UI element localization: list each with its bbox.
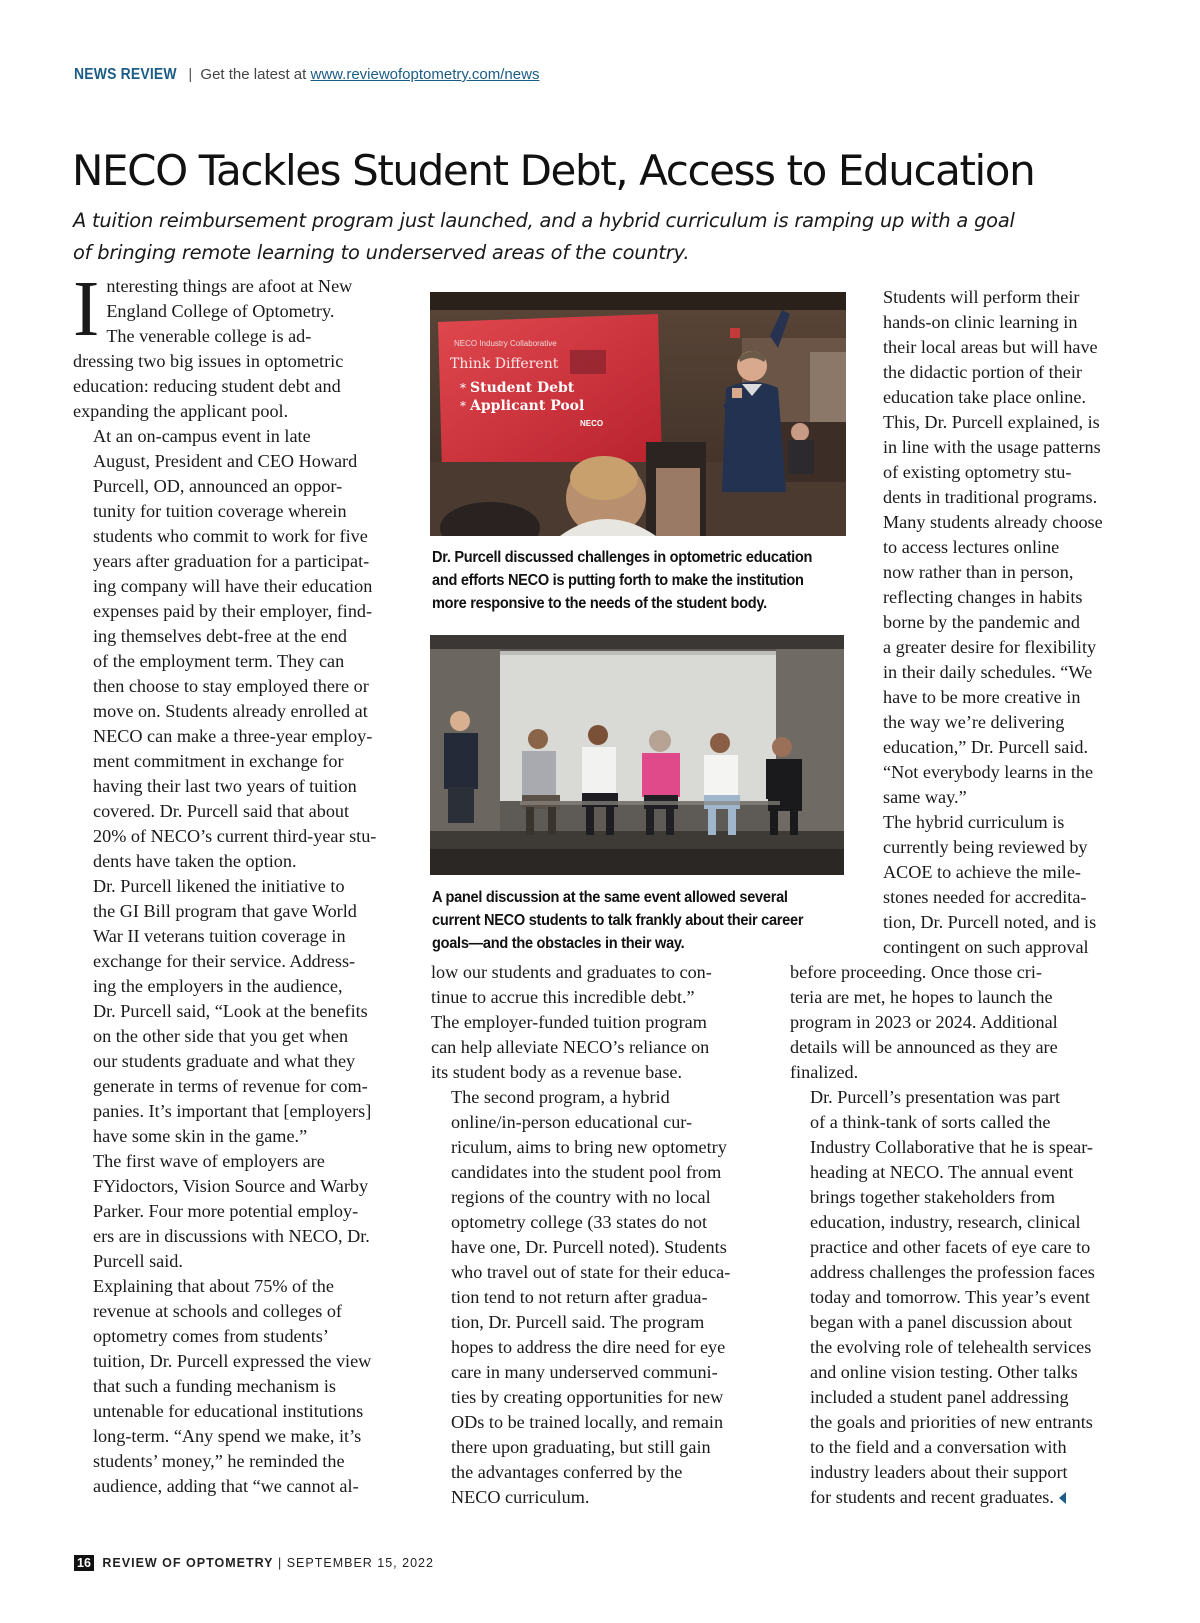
photo-panel bbox=[430, 635, 844, 875]
slide-bullet-1: Student Debt bbox=[470, 380, 575, 396]
text-line: ing the employers in the audience, bbox=[93, 976, 343, 996]
column-3-upper bbox=[863, 285, 1133, 960]
caption-2 bbox=[432, 886, 852, 955]
text-line: FYidoctors, Vision Source and Warby bbox=[93, 1176, 369, 1196]
col1-p2 bbox=[73, 424, 403, 874]
text-line: ing themselves debt-free at the end bbox=[93, 626, 348, 646]
text-line: their local areas but will have bbox=[883, 337, 1098, 357]
text-line: who travel out of state for their educa- bbox=[451, 1262, 731, 1282]
column-2 bbox=[431, 960, 767, 1510]
page-number: 16 bbox=[74, 1555, 94, 1571]
text-line: to access lectures online bbox=[883, 537, 1060, 557]
text-line: industry leaders about their support bbox=[810, 1462, 1068, 1482]
panel-illustration bbox=[430, 635, 844, 875]
text-line: the didactic portion of their bbox=[883, 362, 1082, 382]
text-line: practice and other facets of eye care to bbox=[810, 1237, 1091, 1257]
slide-small-text: NECO Industry Collaborative bbox=[454, 339, 557, 348]
text-line: War II veterans tuition coverage in bbox=[93, 926, 346, 946]
text-line: its student body as a revenue base. bbox=[431, 1062, 683, 1082]
caption-1 bbox=[432, 546, 852, 615]
text-line: ODs to be trained locally, and remain bbox=[451, 1412, 724, 1432]
deck-line: A tuition reimbursement program just launched, and a hybrid curriculum is ramping up with a goal bbox=[73, 209, 1015, 232]
section-header bbox=[74, 66, 539, 84]
text-line: for students and recent graduates. bbox=[790, 1485, 1130, 1510]
col2-p2 bbox=[431, 1085, 767, 1510]
text-line: exchange for their service. Address- bbox=[93, 951, 356, 971]
text-line: Many students already choose bbox=[883, 512, 1103, 532]
issue-date: SEPTEMBER 15, 2022 bbox=[286, 1556, 434, 1570]
text-line: August, President and CEO Howard bbox=[93, 451, 358, 471]
text-line: details will be announced as they are bbox=[790, 1037, 1058, 1057]
text-line: generate in terms of revenue for com- bbox=[93, 1076, 368, 1096]
text-line: education,” Dr. Purcell said. bbox=[883, 737, 1089, 757]
text-line: 20% of NECO’s current third-year stu- bbox=[93, 826, 377, 846]
text-line: contingent on such approval bbox=[883, 937, 1089, 957]
section-tag: NEWS REVIEW bbox=[74, 66, 177, 83]
text-line: finalized. bbox=[790, 1062, 859, 1082]
text-line: in line with the usage patterns bbox=[883, 437, 1101, 457]
page-footer bbox=[74, 1555, 434, 1571]
text-line: regions of the country with no local bbox=[451, 1187, 711, 1207]
text-line: on the other side that you get when bbox=[93, 1026, 349, 1046]
col3-p3 bbox=[790, 1085, 1130, 1510]
text-line: stones needed for accredita- bbox=[883, 887, 1087, 907]
text-line: the goals and priorities of new entrants bbox=[810, 1412, 1093, 1432]
article-title: NECO Tackles Student Debt, Access to Education bbox=[72, 146, 1035, 195]
text-line: and online vision testing. Other talks bbox=[810, 1362, 1078, 1382]
text-line: panies. It’s important that [employers] bbox=[93, 1101, 372, 1121]
drop-cap: I bbox=[73, 266, 100, 353]
text-line: having their last two years of tuition bbox=[93, 776, 357, 796]
text-line: low our students and graduates to con- bbox=[431, 962, 712, 982]
text-line: before proceeding. Once those cri- bbox=[790, 962, 1042, 982]
column-1 bbox=[73, 266, 403, 1499]
text-line: address challenges the profession faces bbox=[810, 1262, 1095, 1282]
text-line: our students graduate and what they bbox=[93, 1051, 356, 1071]
text-line: there upon graduating, but still gain bbox=[451, 1437, 711, 1457]
text-line: Dr. Purcell likened the initiative to bbox=[93, 876, 345, 896]
text-line: covered. Dr. Purcell said that about bbox=[93, 801, 350, 821]
text-line: the evolving role of telehealth services bbox=[810, 1337, 1092, 1357]
col1-p1 bbox=[73, 266, 403, 424]
text-line: brings together stakeholders from bbox=[810, 1187, 1055, 1207]
text-line: The second program, a hybrid bbox=[451, 1087, 670, 1107]
slide-bullet-2: Applicant Pool bbox=[470, 398, 585, 414]
text-line: tinue to accrue this incredible debt.” bbox=[431, 987, 695, 1007]
text-line: NECO curriculum. bbox=[451, 1487, 590, 1507]
text-line: education: reducing student debt and bbox=[73, 376, 341, 396]
caption-line: Dr. Purcell discussed challenges in optometric education bbox=[432, 549, 813, 566]
text-line: currently being reviewed by bbox=[883, 837, 1088, 857]
text-line: tion, Dr. Purcell said. The program bbox=[451, 1312, 705, 1332]
end-of-article-icon bbox=[1059, 1492, 1066, 1504]
col1-p4 bbox=[73, 1149, 403, 1274]
text-line: same way.” bbox=[883, 787, 967, 807]
text-line: then choose to stay employed there or bbox=[93, 676, 369, 696]
text-line: This, Dr. Purcell explained, is bbox=[883, 412, 1100, 432]
text-line: The employer-funded tuition program bbox=[431, 1012, 707, 1032]
footer-separator: | bbox=[277, 1556, 283, 1570]
text-line: have to be more creative in bbox=[883, 687, 1081, 707]
text-line: optometry college (33 states do not bbox=[451, 1212, 708, 1232]
text-line: reflecting changes in habits bbox=[883, 587, 1083, 607]
text-line: dressing two big issues in optometric bbox=[73, 351, 344, 371]
slide-title-text: Think Different bbox=[450, 356, 559, 372]
text-line: teria are met, he hopes to launch the bbox=[790, 987, 1053, 1007]
text-line: move on. Students already enrolled at bbox=[93, 701, 368, 721]
text-line: tion tend to not return after gradua- bbox=[451, 1287, 708, 1307]
text-line: Parker. Four more potential employ- bbox=[93, 1201, 359, 1221]
news-link[interactable]: www.reviewofoptometry.com/news bbox=[310, 66, 540, 83]
text-line: nteresting things are afoot at New bbox=[106, 276, 353, 296]
text-line: Students will perform their bbox=[883, 287, 1080, 307]
text-line: audience, adding that “we cannot al- bbox=[93, 1476, 359, 1496]
caption-line: current NECO students to talk frankly about their career bbox=[432, 912, 804, 929]
text-line: long-term. “Any spend we make, it’s bbox=[93, 1426, 362, 1446]
text-line: have one, Dr. Purcell noted). Students bbox=[451, 1237, 727, 1257]
slide-bullet-mark: * bbox=[460, 381, 466, 395]
text-line: The first wave of employers are bbox=[93, 1151, 325, 1171]
text-line: NECO can make a three-year employ- bbox=[93, 726, 373, 746]
text-line: years after graduation for a participat- bbox=[93, 551, 370, 571]
text-line: hopes to address the dire need for eye bbox=[451, 1337, 726, 1357]
caption-line: A panel discussion at the same event allowed several bbox=[432, 889, 788, 906]
text-line: of the employment term. They can bbox=[93, 651, 345, 671]
text-line: tunity for tuition coverage wherein bbox=[93, 501, 347, 521]
text-line: revenue at schools and colleges of bbox=[93, 1301, 342, 1321]
text-line: England College of Optometry. bbox=[106, 301, 335, 321]
col2-p1 bbox=[431, 960, 767, 1085]
text-line: candidates into the student pool from bbox=[451, 1162, 722, 1182]
text-line: ment commitment in exchange for bbox=[93, 751, 344, 771]
text-line: Dr. Purcell’s presentation was part bbox=[810, 1087, 1061, 1107]
text-line: untenable for educational institutions bbox=[93, 1401, 364, 1421]
text-line: ties by creating opportunities for new bbox=[451, 1387, 724, 1407]
text-line: today and tomorrow. This year’s event bbox=[810, 1287, 1090, 1307]
text-line: a greater desire for flexibility bbox=[883, 637, 1097, 657]
text-line: optometry comes from students’ bbox=[93, 1326, 329, 1346]
text-line: the advantages conferred by the bbox=[451, 1462, 683, 1482]
text-line: of existing optometry stu- bbox=[883, 462, 1072, 482]
deck-line: of bringing remote learning to underserved areas of the country. bbox=[73, 241, 690, 264]
text-line: education take place online. bbox=[883, 387, 1087, 407]
text-line: began with a panel discussion about bbox=[810, 1312, 1073, 1332]
publication-name: REVIEW OF OPTOMETRY bbox=[102, 1556, 274, 1570]
text-line: ers are in discussions with NECO, Dr. bbox=[93, 1226, 370, 1246]
text-line: the way we’re delivering bbox=[883, 712, 1065, 732]
text-line: program in 2023 or 2024. Additional bbox=[790, 1012, 1058, 1032]
text-line: now rather than in person, bbox=[883, 562, 1074, 582]
text-line: riculum, aims to bring new optometry bbox=[451, 1137, 727, 1157]
column-3-lower bbox=[790, 960, 1130, 1510]
text-line: education, industry, research, clinical bbox=[810, 1212, 1081, 1232]
text-line: At an on-campus event in late bbox=[93, 426, 311, 446]
text-line: ing company will have their education bbox=[93, 576, 373, 596]
text-line: Explaining that about 75% of the bbox=[93, 1276, 334, 1296]
slide-logo: NECO bbox=[580, 419, 604, 428]
header-separator: | bbox=[188, 66, 193, 83]
text-line: in their daily schedules. “We bbox=[883, 662, 1093, 682]
text-line: students’ money,” he reminded the bbox=[93, 1451, 345, 1471]
text-line: Dr. Purcell said, “Look at the benefits bbox=[93, 1001, 368, 1021]
caption-line: and efforts NECO is putting forth to make the institution bbox=[432, 572, 804, 589]
col3-p2-cont bbox=[790, 960, 1130, 1085]
photo-presentation bbox=[430, 292, 846, 536]
text-line: Purcell, OD, announced an oppor- bbox=[93, 476, 343, 496]
text-line: online/in-person educational cur- bbox=[451, 1112, 693, 1132]
presentation-illustration bbox=[430, 292, 846, 536]
text-line: have some skin in the game.” bbox=[93, 1126, 308, 1146]
caption-line: goals—and the obstacles in their way. bbox=[432, 935, 685, 952]
text-line: “Not everybody learns in the bbox=[883, 762, 1094, 782]
col1-p5 bbox=[73, 1274, 403, 1499]
text-line: expenses paid by their employer, find- bbox=[93, 601, 373, 621]
text-line: tuition, Dr. Purcell expressed the view bbox=[93, 1351, 372, 1371]
text-line: expanding the applicant pool. bbox=[73, 401, 289, 421]
text-line: The hybrid curriculum is bbox=[883, 812, 1065, 832]
text-line: The venerable college is ad- bbox=[106, 326, 312, 346]
col3-p2 bbox=[863, 810, 1133, 960]
article-deck bbox=[73, 205, 1133, 269]
text-line: borne by the pandemic and bbox=[883, 612, 1080, 632]
text-line: dents have taken the option. bbox=[93, 851, 297, 871]
slide-bullet-mark: * bbox=[460, 399, 466, 413]
text-line: students who commit to work for five bbox=[93, 526, 368, 546]
text-line: hands-on clinic learning in bbox=[883, 312, 1078, 332]
caption-line: more responsive to the needs of the student body. bbox=[432, 595, 767, 612]
text-line: of a think-tank of sorts called the bbox=[810, 1112, 1051, 1132]
text-line: dents in traditional programs. bbox=[883, 487, 1098, 507]
text-line: ACOE to achieve the mile- bbox=[883, 862, 1081, 882]
text-line: can help alleviate NECO’s reliance on bbox=[431, 1037, 710, 1057]
text-line: Industry Collaborative that he is spear- bbox=[810, 1137, 1093, 1157]
text-line: care in many underserved communi- bbox=[451, 1362, 718, 1382]
text-line: to the field and a conversation with bbox=[810, 1437, 1067, 1457]
text-line: Purcell said. bbox=[93, 1251, 183, 1271]
text-line: heading at NECO. The annual event bbox=[810, 1162, 1074, 1182]
col1-p3 bbox=[73, 874, 403, 1149]
text-line: the GI Bill program that gave World bbox=[93, 901, 357, 921]
text-line: included a student panel addressing bbox=[810, 1387, 1069, 1407]
text-line: tion, Dr. Purcell noted, and is bbox=[883, 912, 1097, 932]
col3-p1 bbox=[863, 285, 1133, 810]
text-line: that such a funding mechanism is bbox=[93, 1376, 336, 1396]
header-text: Get the latest at bbox=[200, 66, 307, 83]
